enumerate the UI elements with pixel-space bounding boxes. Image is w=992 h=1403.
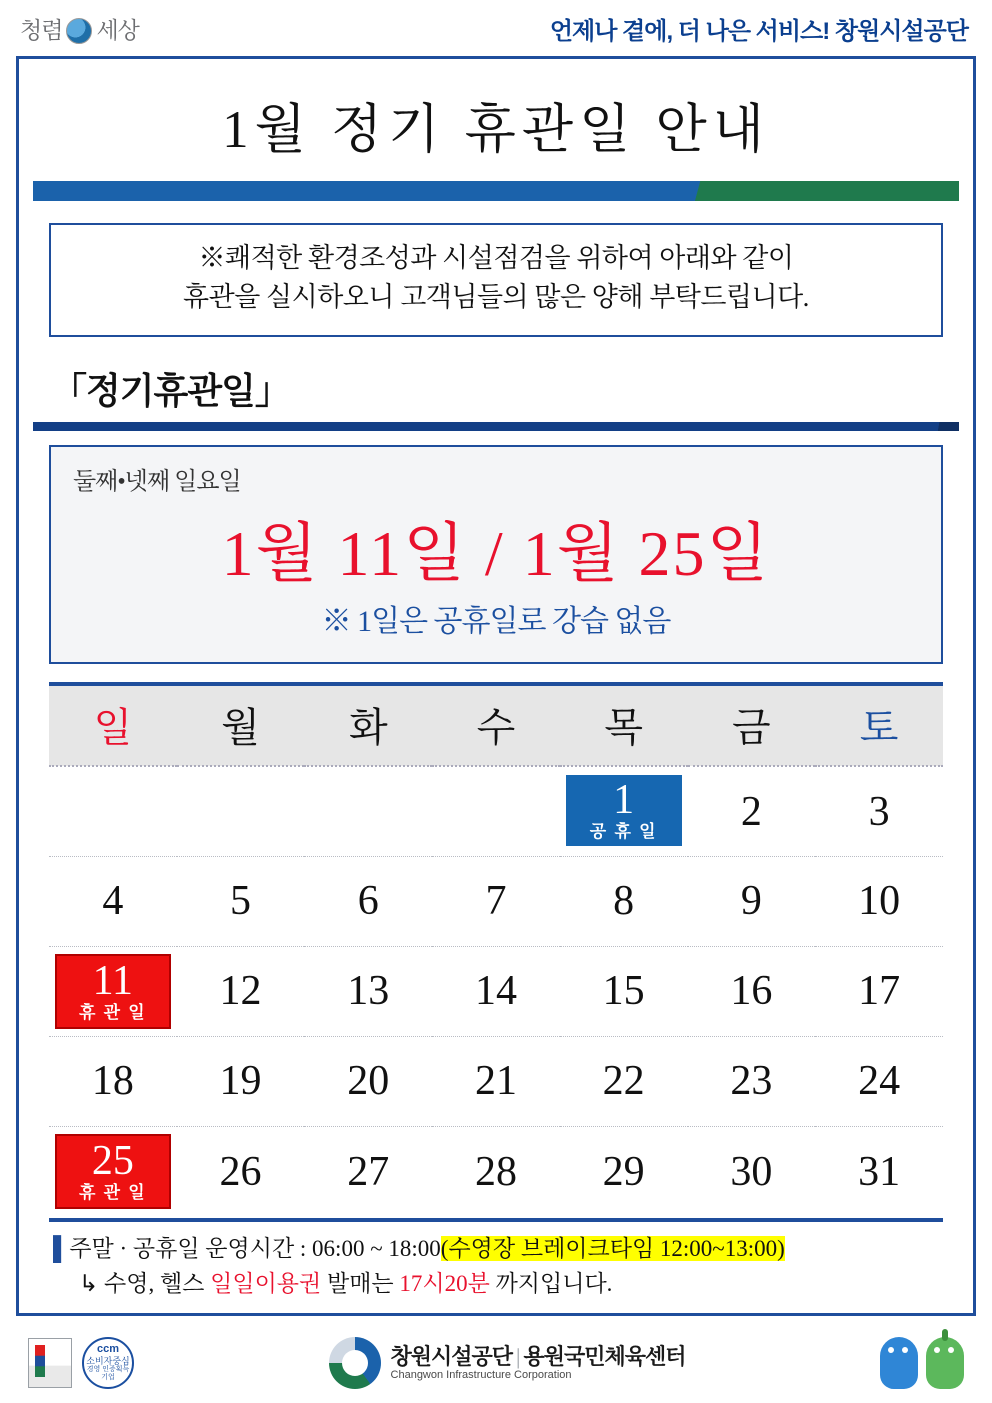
- calendar-cell-empty: [49, 766, 177, 856]
- calendar-day-number: 16: [730, 968, 773, 1015]
- calendar-day-number: 26: [219, 1148, 262, 1195]
- calendar-day-number: 13: [347, 968, 390, 1015]
- calendar-day-number: 6: [357, 878, 379, 925]
- weekday-header-mon: 월: [177, 686, 305, 766]
- mascot-blue-icon: [880, 1337, 918, 1389]
- closed-day-marker: [55, 1134, 171, 1209]
- note-line1-highlight: (수영장 브레이크타임 12:00~13:00): [440, 1236, 785, 1262]
- calendar-cell-day: [177, 1036, 305, 1126]
- calendar-cell-day: [815, 1126, 943, 1216]
- weekday-header-sun: 일: [49, 686, 177, 766]
- calendar-cell-empty: [432, 766, 560, 856]
- organization-english-name: Changwon Infrastructure Corporation: [390, 1368, 572, 1381]
- calendar-table: [49, 686, 943, 1216]
- calendar-cell-day: [432, 946, 560, 1036]
- calendar-cell-day: [688, 766, 816, 856]
- weekday-header-fri: 금: [688, 686, 816, 766]
- calendar-cell-day: [304, 1126, 432, 1216]
- certification-logos: [28, 1337, 134, 1389]
- calendar-cell-day: [688, 856, 816, 946]
- calendar-cell-day: [815, 1036, 943, 1126]
- divider-diagonal-segment: [681, 181, 718, 201]
- calendar-cell-day: [815, 946, 943, 1036]
- holiday-info-box: [49, 445, 943, 664]
- public-holiday-label: 공 휴 일: [589, 822, 658, 842]
- divider-blue-segment: [33, 181, 681, 201]
- calendar-day-number: 4: [102, 878, 124, 925]
- calendar-day-number: 21: [474, 1058, 517, 1105]
- calendar-section: [49, 682, 943, 1222]
- note-line2-red-time: 17시20분: [399, 1270, 490, 1296]
- calendar-header-row: [49, 686, 943, 766]
- calendar-day-number: 22: [602, 1058, 645, 1105]
- ccm-certification-badge: [82, 1337, 134, 1389]
- top-header-bar: [0, 0, 992, 56]
- holiday-note-text: ※ 1일은 공휴일로 강습 없음: [321, 605, 671, 639]
- calendar-cell-day: [177, 856, 305, 946]
- notice-box: [49, 223, 943, 337]
- calendar-cell-day: [432, 1126, 560, 1216]
- footer-notes: [53, 1232, 939, 1301]
- calendar-week-row: [49, 856, 943, 946]
- calendar-day-number: 14: [474, 968, 517, 1015]
- divider-green-segment: [718, 181, 959, 201]
- holiday-dates-text: 1월 11일 / 1월 25일: [221, 518, 771, 590]
- page-title: 1월 정기 휴관일 안내: [222, 101, 770, 159]
- calendar-day-number: 3: [868, 788, 890, 835]
- logo-separator: |: [516, 1343, 520, 1369]
- calendar-day-number: 19: [219, 1058, 262, 1105]
- calendar-day-number: 31: [858, 1148, 901, 1195]
- weekday-header-sat: 토: [815, 686, 943, 766]
- section-heading: 「정기휴관일」: [51, 371, 290, 412]
- section-divider: [33, 422, 959, 431]
- calendar-day-number: 25: [91, 1138, 134, 1185]
- title-divider: [33, 181, 959, 201]
- footer-note-line-1: [53, 1232, 939, 1267]
- calendar-bottom-rule: [49, 1218, 943, 1222]
- calendar-day-number: 15: [602, 968, 645, 1015]
- calendar-week-row: [49, 1036, 943, 1126]
- calendar-cell-day: [688, 1126, 816, 1216]
- calendar-day-number: 8: [613, 878, 635, 925]
- poster-frame: [16, 56, 976, 1316]
- notice-line-1: ※쾌적한 환경조성과 시설점검을 위하여 아래와 같이: [198, 243, 794, 273]
- calendar-cell-day: [815, 856, 943, 946]
- calendar-day-number: 17: [858, 968, 901, 1015]
- closed-day-marker: [55, 954, 171, 1029]
- mascot-characters: [880, 1337, 964, 1389]
- calendar-cell-day: [49, 1036, 177, 1126]
- calendar-cell-closed-day: [49, 946, 177, 1036]
- note-line1-plain: 주말 · 공휴일 운영시간 : 06:00 ~ 18:00: [69, 1236, 441, 1262]
- note-line2-red-ticket: 일일이용권: [210, 1270, 322, 1296]
- calendar-cell-public-holiday: [560, 766, 688, 856]
- calendar-cell-day: [560, 1126, 688, 1216]
- closed-day-label: 휴 관 일: [78, 1183, 147, 1203]
- brand-logo-text-left: 청렴: [20, 17, 63, 43]
- calendar-cell-day: [304, 1036, 432, 1126]
- calendar-cell-empty: [304, 766, 432, 856]
- calendar-cell-day: [432, 856, 560, 946]
- ccm-badge-mid: 소비자중심: [86, 1355, 130, 1366]
- calendar-cell-day: [688, 946, 816, 1036]
- calendar-day-number: 1: [613, 777, 635, 824]
- header-slogan: 언제나 곁에, 더 나은 서비스! 창원시설공단: [549, 17, 968, 45]
- calendar-day-number: 27: [347, 1148, 390, 1195]
- calendar-week-row: [49, 1126, 943, 1216]
- weekday-header-thu: 목: [560, 686, 688, 766]
- calendar-day-number: 28: [474, 1148, 517, 1195]
- changwon-emblem-icon: [329, 1337, 381, 1389]
- weekday-header-tue: 화: [304, 686, 432, 766]
- ccm-badge-bottom: 경영 인증획득기업: [86, 1365, 130, 1381]
- note-line2-suffix: 까지입니다.: [489, 1270, 613, 1296]
- organization-name-line: [391, 1344, 686, 1369]
- calendar-day-number: 30: [730, 1148, 773, 1195]
- calendar-body: [49, 766, 943, 1216]
- calendar-day-number: 29: [602, 1148, 645, 1195]
- calendar-day-number: 9: [740, 878, 762, 925]
- calendar-cell-day: [49, 856, 177, 946]
- calendar-day-number: 2: [740, 788, 762, 835]
- notice-line-2: 휴관을 실시하오니 고객님들의 많은 양해 부탁드립니다.: [183, 282, 809, 313]
- calendar-cell-day: [304, 856, 432, 946]
- calendar-week-row: [49, 946, 943, 1036]
- calendar-cell-day: [560, 946, 688, 1036]
- note-bullet-icon: ▌: [53, 1236, 70, 1262]
- kc-certification-icon: [28, 1338, 72, 1388]
- bottom-logo-strip: [0, 1322, 992, 1403]
- calendar-cell-day: [177, 1126, 305, 1216]
- calendar-cell-empty: [177, 766, 305, 856]
- calendar-day-number: 20: [347, 1058, 390, 1105]
- calendar-week-row: [49, 766, 943, 856]
- organization-logo-text: [391, 1344, 686, 1382]
- organization-logo: [329, 1337, 686, 1389]
- organization-branch: 용원국민체육센터: [523, 1343, 686, 1369]
- calendar-cell-day: [815, 766, 943, 856]
- calendar-cell-day: [560, 1036, 688, 1126]
- calendar-day-number: 10: [858, 878, 901, 925]
- calendar-cell-day: [304, 946, 432, 1036]
- public-holiday-marker: [566, 775, 682, 846]
- calendar-day-number: 11: [92, 957, 134, 1004]
- note-line2-mid: 발매는: [321, 1270, 400, 1296]
- calendar-day-number: 12: [219, 968, 262, 1015]
- calendar-day-number: 18: [91, 1058, 134, 1105]
- calendar-cell-day: [177, 946, 305, 1036]
- calendar-day-number: 7: [485, 878, 507, 925]
- cheongryeom-logo: [20, 12, 139, 45]
- note-line2-prefix: ↳ 수영, 헬스: [79, 1270, 211, 1296]
- organization-name: 창원시설공단: [390, 1343, 513, 1369]
- brand-logo-text-right: 세상: [96, 17, 139, 43]
- calendar-cell-closed-day: [49, 1126, 177, 1216]
- holiday-rule-text: 둘째•넷째 일요일: [73, 469, 241, 496]
- calendar-cell-day: [432, 1036, 560, 1126]
- ccm-badge-top: ccm: [96, 1342, 120, 1355]
- calendar-day-number: 24: [858, 1058, 901, 1105]
- globe-icon: [66, 18, 92, 44]
- calendar-day-number: 5: [230, 878, 252, 925]
- weekday-header-wed: 수: [432, 686, 560, 766]
- calendar-cell-day: [688, 1036, 816, 1126]
- calendar-cell-day: [560, 856, 688, 946]
- calendar-day-number: 23: [730, 1058, 773, 1105]
- footer-note-line-2: [53, 1267, 939, 1302]
- mascot-green-icon: [926, 1337, 964, 1389]
- closed-day-label: 휴 관 일: [78, 1002, 147, 1022]
